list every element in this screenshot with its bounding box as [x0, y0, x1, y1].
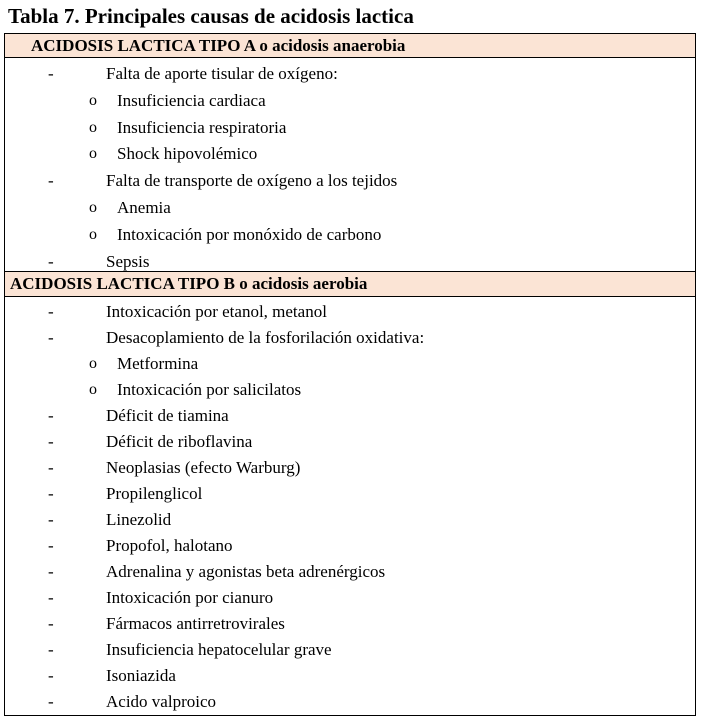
dash-marker: -: [48, 562, 54, 581]
list-item: [5, 533, 695, 559]
list-item: [5, 611, 695, 637]
causes-table: [4, 33, 696, 716]
dash-marker: -: [48, 432, 54, 451]
dash-marker: -: [48, 458, 54, 477]
list-item-text: Intoxicación por monóxido de carbono: [117, 224, 382, 244]
dash-marker: -: [48, 640, 54, 659]
list-item-text: Déficit de riboflavina: [106, 432, 253, 451]
list-item: [5, 222, 695, 248]
list-item: [5, 195, 695, 221]
list-item-text: Shock hipovolémico: [117, 144, 258, 164]
list-item: [5, 88, 695, 114]
list-item: [5, 325, 695, 351]
list-item-text: Falta de transporte de oxígeno a los tejidos: [106, 171, 398, 191]
dash-marker: -: [48, 588, 54, 607]
list-item: [5, 455, 695, 481]
list-item-text: Intoxicación por cianuro: [106, 588, 274, 607]
list-item: [5, 115, 695, 141]
list-item: [5, 481, 695, 507]
dash-marker: -: [48, 406, 54, 425]
list-item-text: Metformina: [117, 354, 199, 373]
bullet-marker: o: [89, 118, 97, 136]
dash-marker: -: [48, 251, 54, 271]
bullet-marker: o: [89, 225, 97, 243]
list-item: [5, 168, 695, 194]
list-item-text: Insuficiencia hepatocelular grave: [106, 640, 332, 659]
list-item: [5, 559, 695, 585]
bullet-marker: o: [89, 91, 97, 109]
list-item: [5, 141, 695, 167]
dash-marker: -: [48, 692, 54, 711]
list-item-text: Insuficiencia respiratoria: [117, 117, 287, 137]
list-item-text: Fármacos antirretrovirales: [106, 614, 285, 633]
list-item-text: Falta de aporte tisular de oxígeno:: [106, 64, 338, 83]
list-item: [5, 377, 695, 403]
list-item-text: Desacoplamiento de la fosforilación oxidativa:: [106, 328, 425, 347]
list-item-text: Propilenglicol: [106, 484, 203, 503]
list-item: [5, 663, 695, 689]
list-item-text: Isoniazida: [106, 666, 176, 685]
bullet-marker: o: [89, 381, 97, 398]
list-item-text: Insuficiencia cardiaca: [117, 90, 266, 110]
list-item-text: Intoxicación por salicilatos: [117, 380, 302, 399]
bullet-marker: o: [89, 355, 97, 372]
list-item: [5, 429, 695, 455]
dash-marker: -: [48, 64, 54, 83]
list-item-text: Déficit de tiamina: [106, 406, 229, 425]
bullet-marker: o: [89, 145, 97, 163]
list-item: [5, 351, 695, 377]
list-item-text: Sepsis: [106, 251, 150, 271]
list-item: [5, 637, 695, 663]
table-title: Tabla 7. Principales causas de acidosis lactica: [8, 4, 414, 28]
list-item: [5, 585, 695, 611]
list-item-text: Adrenalina y agonistas beta adrenérgicos: [106, 562, 386, 581]
list-item-text: Linezolid: [106, 510, 172, 529]
dash-marker: -: [48, 484, 54, 503]
dash-marker: -: [48, 510, 54, 529]
list-item-text: Propofol, halotano: [106, 536, 233, 555]
list-item-text: Intoxicación por etanol, metanol: [106, 302, 327, 321]
dash-marker: -: [48, 171, 54, 191]
section-b-header: ACIDOSIS LACTICA TIPO B o acidosis aerobia: [5, 271, 695, 297]
bullet-marker: o: [89, 199, 97, 216]
list-item: [5, 403, 695, 429]
list-item-text: Acido valproico: [106, 692, 216, 711]
list-item-text: Neoplasias (efecto Warburg): [106, 458, 301, 477]
list-item: [5, 689, 695, 715]
list-item: [5, 299, 695, 325]
list-item-text: Anemia: [117, 198, 171, 217]
list-item: [5, 61, 695, 87]
dash-marker: -: [48, 536, 54, 555]
dash-marker: -: [48, 328, 54, 347]
dash-marker: -: [48, 614, 54, 633]
dash-marker: -: [48, 302, 54, 321]
section-a-header: ACIDOSIS LACTICA TIPO A o acidosis anaerobia: [5, 34, 695, 58]
list-item: [5, 507, 695, 533]
dash-marker: -: [48, 666, 54, 685]
